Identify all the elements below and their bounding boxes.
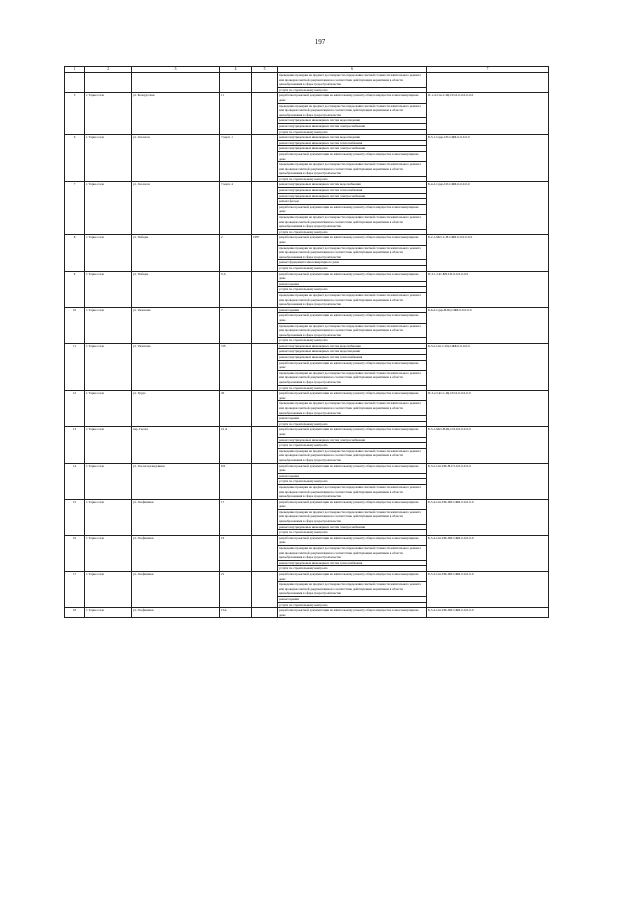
cell-code: Б-3-1-Сдер-СП-СЖБ-0-0-0-0-0 <box>427 135 549 182</box>
cell-c3: ул. Труда <box>132 391 220 427</box>
table-row <box>65 135 549 141</box>
work-type-cell: проведение проверки на предмет достоверности определения сметной стоимости капитального ремонта или проверки сметной документации на соответствие действующим нормативам в области ценообразования в сфере градостроительства <box>278 484 427 499</box>
work-type-cell: услуги по строительному контролю <box>278 287 427 293</box>
table-row <box>65 535 549 545</box>
cell-c5 <box>252 271 278 307</box>
work-list-table <box>64 66 549 618</box>
column-number-header: 7 <box>427 67 549 73</box>
cell-c1: 18 <box>65 608 85 618</box>
cell-c3 <box>132 73 220 93</box>
work-type-cell: разработка проектной документации на капитальному ремонту общего имущества в многоквартирном доме <box>278 360 427 370</box>
cell-c2: г. Тарко-Сале <box>85 608 132 618</box>
cell-c1: 17 <box>65 572 85 608</box>
work-type-cell: ремонт внутридомовых инженерных систем водоснабжения <box>278 343 427 349</box>
cell-c3: ул. Геологов <box>132 135 220 182</box>
work-type-cell: услуги по строительному контролю <box>278 421 427 427</box>
work-type-cell: услуги по строительному контролю <box>278 443 427 449</box>
work-type-cell: ремонт внутридомовых инженерных систем теплоснабжения <box>278 560 427 566</box>
table-row <box>65 608 549 618</box>
cell-c3: ул. Геологоразведчиков <box>132 463 220 499</box>
cell-code: Б-5-4-Свт-ПК-ПП-СЖБ-0-0-0-0-0 <box>427 499 549 535</box>
work-type-cell: услуги по строительному контролю <box>278 530 427 536</box>
cell-c5 <box>252 307 278 343</box>
cell-c3: пер. Геолог <box>132 427 220 463</box>
cell-c4: 7 корп. 4 <box>220 182 252 235</box>
cell-c4: 2 <box>220 235 252 271</box>
work-type-cell: ремонт внутридомовых инженерных систем электроснабжения <box>278 524 427 530</box>
work-type-cell: ремонт внутридомовых инженерных систем водоотведения <box>278 135 427 141</box>
cell-c2 <box>85 73 132 93</box>
cell-code: П-3-1-Свт-БН-СП-0-0-0-0-0-0 <box>427 271 549 307</box>
cell-code: Б-2-1-Мет-С-Н-СЖБ-0-0-0-0-0-0 <box>427 235 549 271</box>
work-type-cell: услуги по строительному контролю <box>278 602 427 608</box>
work-type-cell: разработка проектной документации на капитальному ремонту общего имущества в многоквартирном доме <box>278 391 427 401</box>
work-type-cell: ремонт крыши <box>278 307 427 313</box>
cell-c3: ул. Белорусская <box>132 93 220 135</box>
cell-c1: 11 <box>65 343 85 390</box>
work-type-cell: ремонт внутридомовых инженерных систем водоснабжения <box>278 182 427 188</box>
work-type-cell: проведение проверки на предмет достоверности определения сметной стоимости капитального ремонта или проверки сметной документации на соответствие действующим нормативам в области ценообразования в сфере градостроительства <box>278 215 427 230</box>
cell-c3: ул. Геофизиков <box>132 535 220 571</box>
work-type-cell: ремонт фасада <box>278 199 427 205</box>
work-type-cell: разработка проектной документации на капитальному ремонту общего имущества в многоквартирном доме <box>278 499 427 509</box>
work-type-cell: услуги по строительному контролю <box>278 338 427 344</box>
cell-c5 <box>252 135 278 182</box>
column-number-header: 4 <box>220 67 252 73</box>
cell-c5 <box>252 463 278 499</box>
cell-c1: 14 <box>65 463 85 499</box>
work-type-cell: разработка проектной документации на капитальному ремонту общего имущества в многоквартирном доме <box>278 427 427 437</box>
cell-c2: г. Тарко-Сале <box>85 535 132 571</box>
work-type-cell: услуги по строительному контролю <box>278 265 427 271</box>
work-type-cell: проведение проверки на предмет достоверности определения сметной стоимости капитального ремонта или проверки сметной документации на соответствие действующим нормативам в области ценообразования в сфере градостроительства <box>278 370 427 385</box>
cell-c5 <box>252 73 278 93</box>
work-type-cell: проведение проверки на предмет достоверности определения сметной стоимости капитального ремонта или проверки сметной документации на соответствие действующим нормативам в области ценообразования в сфере градостроительства <box>278 546 427 561</box>
cell-c5 <box>252 608 278 618</box>
work-type-cell: ремонт внутридомовых инженерных систем водоотведения <box>278 118 427 124</box>
cell-c1: 13 <box>65 427 85 463</box>
cell-c1: 7 <box>65 182 85 235</box>
work-type-cell: разработка проектной документации на капитальному ремонту общего имущества в многоквартирном доме <box>278 151 427 161</box>
work-type-cell: ремонт внутридомовых инженерных систем электроснабжения <box>278 146 427 152</box>
cell-c3: ул. Геофизиков <box>132 499 220 535</box>
work-type-cell: разработка проектной документации на капитальному ремонту общего имущества в многоквартирном доме <box>278 608 427 618</box>
cell-c2: г. Тарко-Сале <box>85 135 132 182</box>
work-type-cell: разработка проектной документации на капитальному ремонту общего имущества в многоквартирном доме <box>278 235 427 245</box>
work-type-cell: проведение проверки на предмет достоверности определения сметной стоимости капитального ремонта или проверки сметной документации на соответствие действующим нормативам в области ценообразования в сфере градостроительства <box>278 103 427 118</box>
work-type-cell: проведение проверки на предмет достоверности определения сметной стоимости капитального ремонта или проверки сметной документации на соответствие действующим нормативам в области ценообразования в сфере градостроительства <box>278 509 427 524</box>
work-type-cell: разработка проектной документации на капитальному ремонту общего имущества в многоквартирном доме <box>278 572 427 582</box>
cell-c2: г. Тарко-Сале <box>85 343 132 390</box>
cell-c1: 5 <box>65 93 85 135</box>
cell-code: Б-5-4-Свт-ПК-ПП-СЖБ-0-0-0-0-0 <box>427 535 549 571</box>
work-type-cell: разработка проектной документации на капитальному ремонту общего имущества в многоквартирном доме <box>278 204 427 214</box>
work-type-cell: ремонт внутридомовых инженерных систем теплоснабжения <box>278 355 427 361</box>
work-type-cell: ремонт крыши <box>278 596 427 602</box>
cell-c5 <box>252 343 278 390</box>
cell-c5 <box>252 535 278 571</box>
cell-c3: ул. Геофизиков <box>132 608 220 618</box>
cell-c2: г. Тарко-Сале <box>85 463 132 499</box>
cell-code: Б-4-2-Сдер-СП-СЖБ-0-0-0-0-0 <box>427 182 549 235</box>
work-type-cell: ремонт крыши <box>278 416 427 422</box>
work-type-cell: услуги по строительному контролю <box>278 176 427 182</box>
work-type-cell: услуги по строительному контролю <box>278 87 427 93</box>
table-row <box>65 182 549 188</box>
work-type-cell: ремонт внутридомовых инженерных систем электроснабжения <box>278 193 427 199</box>
cell-c4 <box>220 73 252 93</box>
cell-c2: г. Тарко-Сале <box>85 271 132 307</box>
work-type-cell: разработка проектной документации на капитальному ремонту общего имущества в многоквартирном доме <box>278 535 427 545</box>
cell-c4: 11 <box>220 93 252 135</box>
column-number-header: 6 <box>278 67 427 73</box>
work-type-cell: ремонт внутридомовых инженерных систем водоотведения <box>278 349 427 355</box>
cell-c4: 7 <box>220 307 252 343</box>
work-type-cell: разработка проектной документации на капитальному ремонту общего имущества в многоквартирном доме <box>278 463 427 473</box>
work-type-cell: проведение проверки на предмет достоверности определения сметной стоимости капитального ремонта или проверки сметной документации на соответствие действующим нормативам в области ценообразования в сфере градостроительства <box>278 245 427 260</box>
cell-c5: 1987 <box>252 235 278 271</box>
cell-c4: 19 <box>220 535 252 571</box>
table-row <box>65 73 549 88</box>
work-type-cell: услуги по строительному контролю <box>278 385 427 391</box>
cell-c1: 6 <box>65 135 85 182</box>
work-type-cell: ремонт внутридомовых инженерных систем электроснабжения <box>278 437 427 443</box>
cell-code: Б-3-2-Свт-С-Щ-СЖБ-0-0-0-0-0 <box>427 343 549 390</box>
cell-code <box>427 73 549 93</box>
cell-code: Б-5-3-Свт-ПК-ПП-СЖБ-0-0-0-0-0 <box>427 572 549 608</box>
cell-c5 <box>252 93 278 135</box>
work-type-cell: проведение проверки на предмет достоверности определения сметной стоимости капитального ремонта или проверки сметной документации на соответствие действующим нормативам в области ценообразования в сфере градостроительства <box>278 401 427 416</box>
work-type-cell: проведение проверки на предмет достоверности определения сметной стоимости капитального ремонта или проверки сметной документации на соответствие действующим нормативам в области ценообразования в сфере градостроительства <box>278 292 427 307</box>
work-type-cell: проведение проверки на предмет достоверности определения сметной стоимости капитального ремонта или проверки сметной документации на соответствие действующим нормативам в области ценообразования в сфере градостроительства <box>278 448 427 463</box>
table-row <box>65 343 549 349</box>
work-type-cell: разработка проектной документации на капитальному ремонту общего имущества в многоквартирном доме <box>278 93 427 103</box>
column-number-header: 3 <box>132 67 220 73</box>
cell-code: Б-5-1-Мет-В-Щ-СП-0-0-0-0-0-0 <box>427 427 549 463</box>
work-type-cell: ремонт крыши <box>278 281 427 287</box>
cell-c2: г. Тарко-Сале <box>85 391 132 427</box>
cell-c4: 9 А <box>220 271 252 307</box>
cell-c5 <box>252 182 278 235</box>
table-row <box>65 499 549 509</box>
cell-c3: ул. Тихонова <box>132 307 220 343</box>
cell-c1: 15 <box>65 499 85 535</box>
column-number-header: 5 <box>252 67 278 73</box>
work-type-cell: разработка проектной документации на капитальному ремонту общего имущества в многоквартирном доме <box>278 271 427 281</box>
column-number-header: 2 <box>85 67 132 73</box>
cell-code: Б-6-2-Сдер-В-Щ-СЖБ-0-0-0-0-0 <box>427 307 549 343</box>
cell-c1 <box>65 73 85 93</box>
cell-c3: ул. Геофизиков <box>132 572 220 608</box>
table-row <box>65 572 549 582</box>
cell-c4: 5 В <box>220 343 252 390</box>
cell-c4: 17 <box>220 499 252 535</box>
cell-code: Б-5-4-Свт-ПК-ПП-СЖБ-0-0-0-0-0 <box>427 608 549 618</box>
cell-c5 <box>252 499 278 535</box>
cell-c2: г. Тарко-Сале <box>85 235 132 271</box>
cell-c1: 12 <box>65 391 85 427</box>
cell-c4: 10 А <box>220 427 252 463</box>
cell-c3: ул. Победы <box>132 271 220 307</box>
cell-code: Б-3-2-Свт-ПК-Н-СЗ-0-0-0-0-0-0 <box>427 463 549 499</box>
work-type-cell: проведение проверки на предмет достоверности определения сметной стоимости капитального ремонта или проверки сметной документации на соответствие действующим нормативам в области ценообразования в сфере градостроительства <box>278 162 427 177</box>
cell-code: П-1-4-Ств-С-Щ-СП-0-0-0-0-0-0-0 <box>427 93 549 135</box>
table-row <box>65 391 549 401</box>
work-type-cell: проведение проверки на предмет достоверности определения сметной стоимости капитального ремонта или проверки сметной документации на соответствие действующим нормативам в области ценообразования в сфере градостроительства <box>278 582 427 597</box>
table-row <box>65 93 549 103</box>
work-type-cell: ремонт внутридомовых инженерных систем теплоснабжения <box>278 140 427 146</box>
column-number-header: 1 <box>65 67 85 73</box>
table-row <box>65 463 549 473</box>
cell-c5 <box>252 572 278 608</box>
work-type-cell: проведение проверки на предмет достоверности определения сметной стоимости капитального ремонта или проверки сметной документации на соответствие действующим нормативам в области ценообразования в сфере градостроительства <box>278 323 427 338</box>
cell-c5 <box>252 427 278 463</box>
cell-c1: 9 <box>65 271 85 307</box>
cell-c2: г. Тарко-Сале <box>85 499 132 535</box>
cell-c3: ул. Тихонова <box>132 343 220 390</box>
work-type-cell: ремонт фундамента многоквартирного дома <box>278 260 427 266</box>
table-row <box>65 235 549 245</box>
cell-c4: 15А <box>220 608 252 618</box>
cell-c1: 10 <box>65 307 85 343</box>
work-type-cell: услуги по строительному контролю <box>278 566 427 572</box>
cell-code: П-3-2-Свт-С-Щ-СП-0-0-0-0-0-0 <box>427 391 549 427</box>
work-type-cell: услуги по строительному контролю <box>278 479 427 485</box>
cell-c5 <box>252 391 278 427</box>
cell-c2: г. Тарко-Сале <box>85 572 132 608</box>
cell-c4: 20 <box>220 391 252 427</box>
cell-c2: г. Тарко-Сале <box>85 427 132 463</box>
work-type-cell: услуги по строительному контролю <box>278 129 427 135</box>
table-row <box>65 271 549 281</box>
table-row <box>65 427 549 437</box>
work-type-cell: ремонт крыши <box>278 473 427 479</box>
page-number: 197 <box>314 38 326 46</box>
cell-c4: 8 Б <box>220 463 252 499</box>
work-type-cell: ремонт внутридомовых инженерных систем теплоснабжения <box>278 188 427 194</box>
cell-c2: г. Тарко-Сале <box>85 307 132 343</box>
cell-c4: 7 корп. 1 <box>220 135 252 182</box>
cell-c3: ул. Геологов <box>132 182 220 235</box>
cell-c3: ул. Победы <box>132 235 220 271</box>
cell-c1: 8 <box>65 235 85 271</box>
cell-c4: 21 <box>220 572 252 608</box>
work-type-cell: разработка проектной документации на капитальному ремонту общего имущества в многоквартирном доме <box>278 313 427 323</box>
cell-c1: 16 <box>65 535 85 571</box>
work-type-cell: проведение проверки на предмет достоверности определения сметной стоимости капитального ремонта или проверки сметной документации на соответствие действующим нормативам в области ценообразования в сфере градостроительства <box>278 73 427 88</box>
work-type-cell: ремонт внутридомовых инженерных систем электроснабжения <box>278 123 427 129</box>
work-type-cell: услуги по строительному контролю <box>278 229 427 235</box>
cell-c2: г. Тарко-Сале <box>85 182 132 235</box>
cell-c2: г. Тарко-Сале <box>85 93 132 135</box>
